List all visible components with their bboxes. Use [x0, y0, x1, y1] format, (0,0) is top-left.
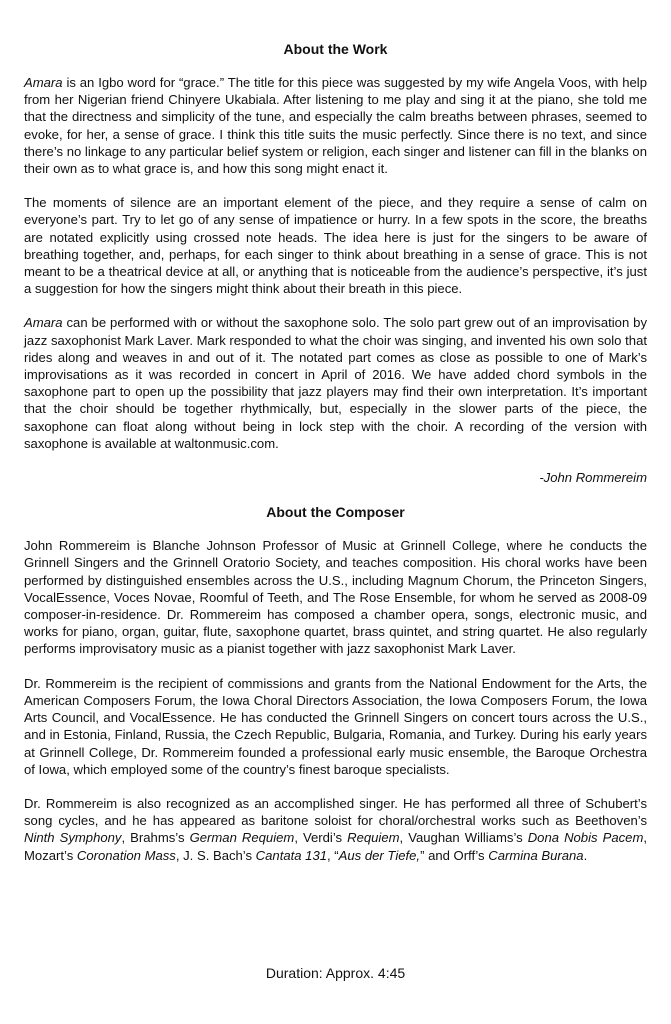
- signature: -John Rommereim: [539, 470, 647, 486]
- work-title: Requiem: [347, 830, 400, 846]
- work-title: Carmina Burana: [488, 847, 584, 863]
- work-title: Amara: [24, 315, 63, 331]
- work-title: Dona Nobis Pacem: [527, 830, 644, 846]
- work-title: German Requiem: [189, 830, 295, 846]
- about-the-composer-heading: About the Composer: [266, 504, 405, 521]
- work-title: Cantata 131: [255, 847, 328, 863]
- about-the-work-heading: About the Work: [283, 41, 388, 57]
- composer-paragraph-1: John Rommereim is Blanche Johnson Professor of Music at Grinnell College, where he conducts the Grinnell Singers and the Grinnell Oratorio Society, and teaches composition. His choral works have been performed by distinguished ensembles across the U.S., including Magnum Chorum, the Princeton Singers, VocalEssence, Voces Novae, Roomful of Teeth, and The Rose Ensemble, for whom he served as 2008-09 composer-in-residence. Dr. Rommereim has composed a chamber opera, songs, electronic music, and works for piano, organ, guitar, flute, saxophone quartet, brass quintet, and string quartet. He also regularly performs improvisatory music as a pianist together with jazz saxophonist Mark Laver.: [24, 538, 647, 657]
- work-paragraph-3: Amara can be performed with or without the saxophone solo. The solo part grew out of an improvisation by jazz saxophonist Mark Laver. Mark responded to what the choir was singing, and invented his own solo that rides along and weaves in and out of it. The notated part comes as close as possible to one of Mark’s improvisations as it was recorded in concert in April of 2016. We have added chord symbols in the saxophone part to open up the possibility that jazz players may find their own interpretation. It’s important that the choir should be together rhythmically, but, especially in the slower parts of the piece, the saxophone can float along without being in lock step with the choir. A recording of the version with saxophone is available at waltonmusic.com.: [24, 315, 647, 451]
- work-title: Coronation Mass: [76, 847, 176, 863]
- work-paragraph-2: The moments of silence are an important element of the piece, and they require a sense of calm on everyone’s part. Try to let go of any sense of impatience or hurry. In a few spots in the score, the breaths are notated explicitly using crossed note heads. The idea here is just for the singers to be aware of breathing together, and, perhaps, for each singer to think about breathing in a sense of grace. This is not meant to be a theatrical device at all, or anything that is noticeable from the audience’s perspective, it’s just a suggestion for how the singers might think about their breath in this piece.: [24, 195, 647, 297]
- work-title: Amara: [24, 75, 63, 90]
- document-page: [24, 40, 647, 881]
- work-title: Ninth Symphony: [24, 830, 122, 846]
- work-paragraph-1: Amara is an Igbo word for “grace.” The title for this piece was suggested by my wife Angela Voos, with help from her Nigerian friend Chinyere Ukabiala. After listening to me play and sing it at the piano, she told me that the directness and simplicity of the tune, and especially the calm breaths between phrases, seemed to evoke, for her, a sense of grace. I think this title suits the music perfectly. Since there is no text, and since there’s no linkage to any particular belief system or religion, each singer and listener can fill in the blanks on their own as to what grace is, and how this song might enact it.: [24, 75, 647, 177]
- duration: Duration: Approx. 4:45: [265, 965, 406, 981]
- composer-paragraph-2: Dr. Rommereim is the recipient of commissions and grants from the National Endowment for the Arts, the American Composers Forum, the Iowa Choral Directors Association, the Iowa Composers Forum, the Iowa Arts Council, and VocalEssence. He has conducted the Grinnell Singers on concert tours across the U.S., and in Estonia, Finland, Russia, the Czech Republic, Bulgaria, Romania, and Turkey. During his early years at Grinnell College, Dr. Rommereim founded a professional early music ensemble, the Baroque Orchestra of Iowa, which employed some of the country’s finest baroque specialists.: [24, 675, 647, 777]
- work-title: Aus der Tiefe,: [338, 847, 421, 863]
- composer-paragraph-3: Dr. Rommereim is also recognized as an accomplished singer. He has performed all three of Schubert’s song cycles, and he has appeared as baritone soloist for choral/orchestral works such as Beethoven’s Ninth Symphony, Brahms’s German Requiem, Verdi’s Requiem, Vaughan Williams’s Dona Nobis Pacem, Mozart’s Coronation Mass, J. S. Bach’s Cantata 131, “Aus der Tiefe,” and Orff’s Carmina Burana.: [24, 795, 647, 863]
